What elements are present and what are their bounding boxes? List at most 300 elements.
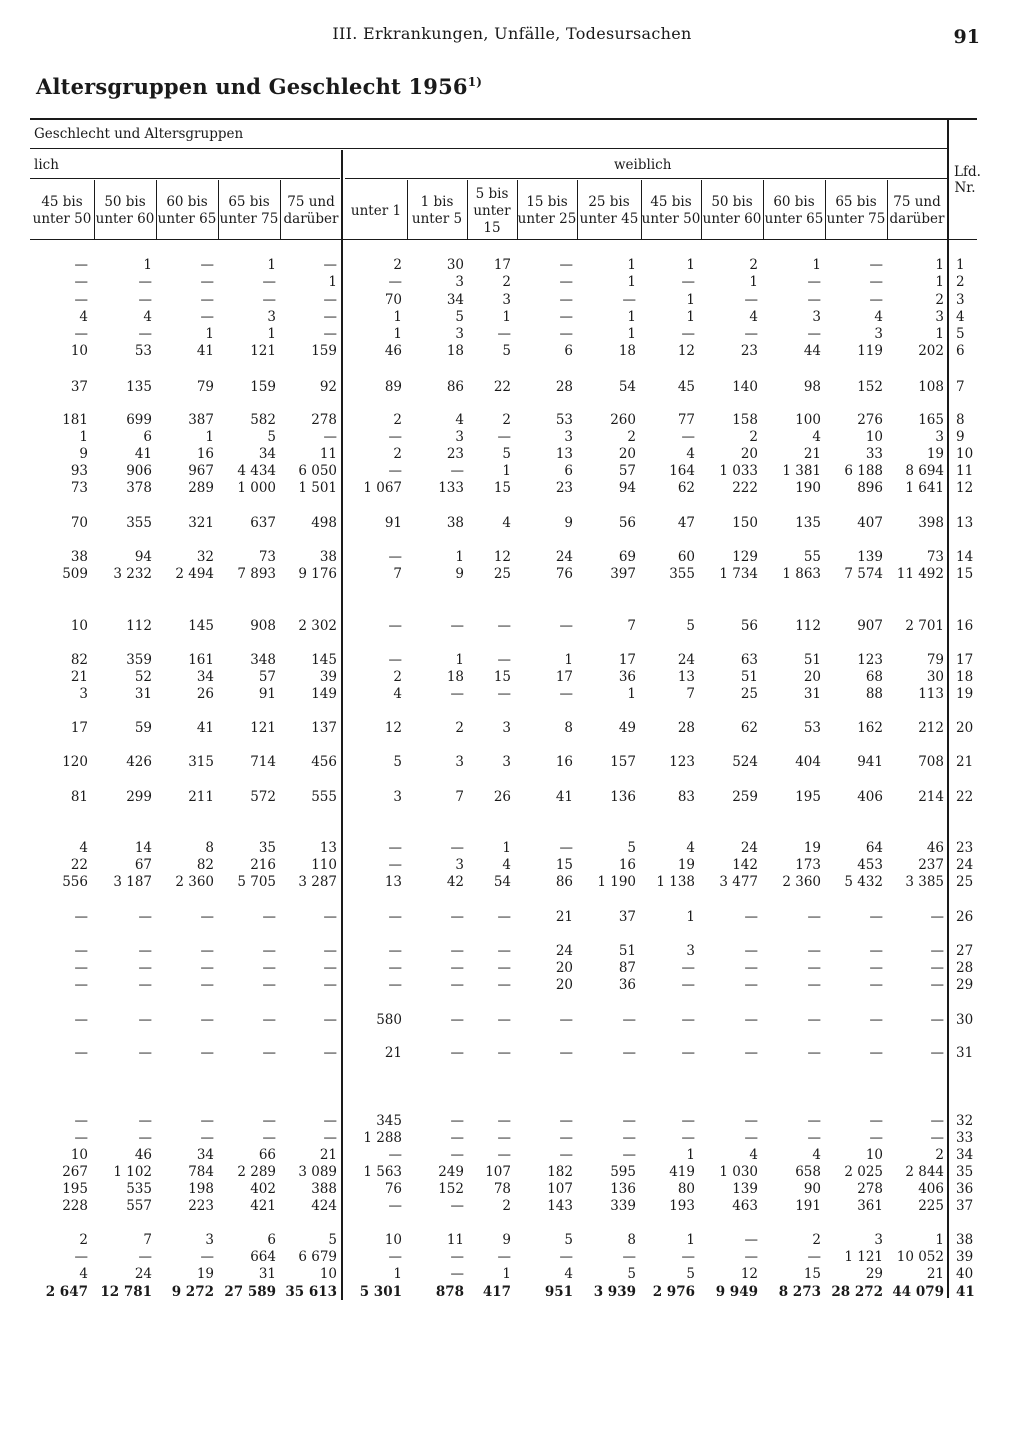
female-cell: — [450, 686, 464, 702]
column-divider [517, 180, 518, 239]
table-row [0, 566, 1024, 583]
female-cell: 162 [857, 720, 883, 736]
female-cell: — [681, 1113, 695, 1129]
female-cell: 5 [686, 618, 695, 634]
female-cell: — [497, 1113, 511, 1129]
female-column-header: 25 bis unter 45 [579, 194, 639, 227]
male-cell: 424 [311, 1198, 337, 1214]
female-cell: 165 [918, 412, 944, 428]
female-cell: — [450, 1249, 464, 1265]
row-number: 37 [956, 1198, 974, 1214]
female-cell: 47 [677, 515, 695, 531]
female-cell: 70 [384, 292, 402, 308]
female-cell: 1 [935, 274, 944, 290]
female-cell: 79 [926, 652, 944, 668]
row-number: 3 [956, 292, 965, 308]
female-column-header: 45 bis unter 50 [641, 194, 701, 227]
female-cell: 10 [865, 429, 883, 445]
male-cell: 582 [250, 412, 276, 428]
table-row [0, 874, 1024, 891]
female-cell: 182 [547, 1164, 573, 1180]
male-cell: 17 [70, 720, 88, 736]
female-cell: 24 [555, 549, 573, 565]
female-cell: 22 [493, 379, 511, 395]
male-cell: 79 [196, 379, 214, 395]
female-cell: — [497, 1147, 511, 1163]
female-cell: 28 272 [831, 1284, 883, 1300]
female-cell: — [930, 1012, 944, 1028]
female-cell: — [622, 292, 636, 308]
female-cell: — [559, 309, 573, 325]
female-cell: 4 [686, 446, 695, 462]
female-cell: — [681, 1249, 695, 1265]
female-cell: 191 [795, 1198, 821, 1214]
male-cell: 278 [311, 412, 337, 428]
female-cell: — [869, 977, 883, 993]
female-cell: — [930, 960, 944, 976]
female-cell: 1 [935, 1232, 944, 1248]
male-cell: 110 [311, 857, 337, 873]
female-cell: 73 [926, 549, 944, 565]
female-cell: 580 [376, 1012, 402, 1028]
female-cell: 46 [926, 840, 944, 856]
female-cell: 3 [393, 789, 402, 805]
male-cell: — [138, 1249, 152, 1265]
female-cell: — [807, 943, 821, 959]
male-cell: — [262, 1012, 276, 1028]
female-cell: 3 [455, 754, 464, 770]
female-cell: — [497, 1045, 511, 1061]
female-cell: 136 [610, 789, 636, 805]
male-cell: 664 [250, 1249, 276, 1265]
male-cell: — [200, 943, 214, 959]
male-cell: 135 [126, 379, 152, 395]
female-cell: 595 [610, 1164, 636, 1180]
female-cell: 83 [677, 789, 695, 805]
female-cell: — [807, 1130, 821, 1146]
female-cell: 1 121 [844, 1249, 883, 1265]
female-cell: — [450, 840, 464, 856]
female-cell: 49 [618, 720, 636, 736]
female-cell: 86 [446, 379, 464, 395]
table-row [0, 1164, 1024, 1181]
female-cell: — [388, 618, 402, 634]
male-cell: 137 [311, 720, 337, 736]
male-cell: 637 [250, 515, 276, 531]
female-cell: — [559, 274, 573, 290]
table-row [0, 1284, 1024, 1301]
female-cell: 143 [547, 1198, 573, 1214]
female-cell: 24 [677, 652, 695, 668]
female-cell: — [497, 326, 511, 342]
female-cell: 24 [555, 943, 573, 959]
female-cell: 21 [555, 909, 573, 925]
female-cell: — [559, 686, 573, 702]
female-cell: 91 [384, 515, 402, 531]
male-cell: 31 [134, 686, 152, 702]
row-number: 9 [956, 429, 965, 445]
female-cell: 524 [732, 754, 758, 770]
female-cell: 1 [627, 326, 636, 342]
female-cell: 2 844 [905, 1164, 944, 1180]
male-cell: — [138, 977, 152, 993]
female-cell: 1 [627, 257, 636, 273]
female-cell: 2 [455, 720, 464, 736]
male-cell: 1 [328, 274, 337, 290]
male-cell: 378 [126, 480, 152, 496]
row-number: 26 [956, 909, 974, 925]
male-cell: 31 [258, 1266, 276, 1282]
female-cell: — [744, 1232, 758, 1248]
female-cell: 4 [564, 1266, 573, 1282]
male-cell: 159 [311, 343, 337, 359]
row-number: 31 [956, 1045, 974, 1061]
female-cell: — [559, 257, 573, 273]
male-cell: 73 [70, 480, 88, 496]
female-cell: 135 [795, 515, 821, 531]
row-number: 17 [956, 652, 974, 668]
male-cell: — [262, 943, 276, 959]
female-cell: 46 [384, 343, 402, 359]
female-cell: 17 [555, 669, 573, 685]
female-cell: 113 [918, 686, 944, 702]
female-cell: 417 [482, 1284, 511, 1300]
female-cell: — [744, 1012, 758, 1028]
male-cell: 388 [311, 1181, 337, 1197]
female-cell: 1 138 [656, 874, 695, 890]
male-cell: 784 [188, 1164, 214, 1180]
female-cell: 3 [502, 754, 511, 770]
female-cell: — [930, 977, 944, 993]
female-cell: — [450, 1113, 464, 1129]
female-cell: 907 [857, 618, 883, 634]
male-cell: 289 [188, 480, 214, 496]
male-cell: 6 050 [298, 463, 337, 479]
male-cell: — [138, 1113, 152, 1129]
row-number: 38 [956, 1232, 974, 1248]
female-cell: 90 [803, 1181, 821, 1197]
male-cell: — [323, 1130, 337, 1146]
male-column-header: 75 und darüber [283, 194, 339, 227]
male-cell: 572 [250, 789, 276, 805]
female-cell: 1 [502, 1266, 511, 1282]
female-cell: — [622, 1045, 636, 1061]
male-cell: 16 [196, 446, 214, 462]
row-number: 19 [956, 686, 974, 702]
female-cell: 951 [544, 1284, 573, 1300]
table-row [0, 789, 1024, 806]
male-cell: — [74, 274, 88, 290]
female-cell: — [497, 1012, 511, 1028]
male-cell: 1 [143, 257, 152, 273]
table-row [0, 463, 1024, 480]
male-cell: 387 [188, 412, 214, 428]
female-cell: 11 [446, 1232, 464, 1248]
female-cell: — [869, 943, 883, 959]
female-cell: 1 [935, 326, 944, 342]
female-cell: — [744, 1045, 758, 1061]
male-cell: 41 [196, 720, 214, 736]
female-cell: 237 [918, 857, 944, 873]
table-row [0, 754, 1024, 771]
male-cell: — [200, 257, 214, 273]
female-cell: 23 [555, 480, 573, 496]
female-cell: 19 [803, 840, 821, 856]
column-divider [577, 180, 578, 239]
female-cell: — [807, 977, 821, 993]
row-number: 1 [956, 257, 965, 273]
male-cell: 9 176 [298, 566, 337, 582]
female-cell: — [744, 960, 758, 976]
male-cell: 59 [134, 720, 152, 736]
female-cell: 1 [749, 274, 758, 290]
female-cell: 5 301 [359, 1284, 402, 1300]
male-cell: 315 [188, 754, 214, 770]
row-number: 16 [956, 618, 974, 634]
male-cell: 1 501 [298, 480, 337, 496]
male-cell: 145 [188, 618, 214, 634]
female-cell: 1 [455, 652, 464, 668]
female-cell: 2 [393, 257, 402, 273]
female-cell: 7 [455, 789, 464, 805]
male-cell: 498 [311, 515, 337, 531]
female-cell: 259 [732, 789, 758, 805]
top-rule [30, 118, 977, 120]
female-cell: 20 [555, 977, 573, 993]
male-cell: 10 [70, 1147, 88, 1163]
female-cell: — [388, 549, 402, 565]
male-cell: — [323, 1113, 337, 1129]
table-row [0, 1181, 1024, 1198]
female-column-header: 1 bis unter 5 [411, 194, 463, 227]
male-cell: 24 [134, 1266, 152, 1282]
female-cell: — [807, 274, 821, 290]
female-cell: 260 [610, 412, 636, 428]
female-cell: — [559, 1045, 573, 1061]
table-title-footnote: 1) [467, 75, 483, 89]
female-cell: 1 734 [719, 566, 758, 582]
female-cell: 18 [618, 343, 636, 359]
male-cell: 426 [126, 754, 152, 770]
male-cell: 908 [250, 618, 276, 634]
table-row [0, 1147, 1024, 1164]
female-cell: — [559, 1130, 573, 1146]
female-cell: 5 [627, 840, 636, 856]
male-cell: 67 [134, 857, 152, 873]
page-number: 91 [953, 26, 980, 48]
column-divider [280, 180, 281, 239]
male-cell: — [262, 1045, 276, 1061]
male-column-header: 60 bis unter 65 [157, 194, 217, 227]
male-cell: 52 [134, 669, 152, 685]
female-cell: 63 [740, 652, 758, 668]
row-number: 6 [956, 343, 965, 359]
female-cell: 7 [393, 566, 402, 582]
male-column-header: 65 bis unter 75 [219, 194, 279, 227]
male-cell: 223 [188, 1198, 214, 1214]
male-cell: 216 [250, 857, 276, 873]
row-number: 35 [956, 1164, 974, 1180]
row-number: 7 [956, 379, 965, 395]
female-cell: — [450, 960, 464, 976]
female-cell: — [497, 943, 511, 959]
female-cell: — [450, 1266, 464, 1282]
male-cell: 9 [79, 446, 88, 462]
male-cell: — [323, 257, 337, 273]
male-cell: — [200, 1113, 214, 1129]
female-cell: 345 [376, 1113, 402, 1129]
female-cell: — [869, 960, 883, 976]
female-cell: 142 [732, 857, 758, 873]
female-cell: 2 360 [782, 874, 821, 890]
row-number: 4 [956, 309, 965, 325]
female-cell: 69 [618, 549, 636, 565]
female-cell: — [497, 960, 511, 976]
female-cell: 1 [686, 1147, 695, 1163]
header-bottom-rule [30, 239, 977, 240]
female-cell: 1 033 [719, 463, 758, 479]
female-cell: 1 [627, 686, 636, 702]
female-cell: — [388, 1147, 402, 1163]
female-cell: — [930, 909, 944, 925]
female-cell: 139 [857, 549, 883, 565]
female-cell: 23 [446, 446, 464, 462]
female-cell: 15 [555, 857, 573, 873]
female-cell: — [622, 1012, 636, 1028]
row-number: 18 [956, 669, 974, 685]
female-cell: — [807, 1113, 821, 1129]
male-cell: 4 [79, 840, 88, 856]
female-cell: 463 [732, 1198, 758, 1214]
female-cell: — [744, 326, 758, 342]
male-cell: 46 [134, 1147, 152, 1163]
female-column-header: 50 bis unter 60 [702, 194, 762, 227]
male-cell: 57 [258, 669, 276, 685]
female-cell: 3 [564, 429, 573, 445]
male-cell: 3 [205, 1232, 214, 1248]
male-cell: 402 [250, 1181, 276, 1197]
female-cell: — [450, 1045, 464, 1061]
female-cell: — [450, 463, 464, 479]
female-cell: 25 [740, 686, 758, 702]
female-cell: 34 [446, 292, 464, 308]
female-cell: 56 [618, 515, 636, 531]
male-cell: 3 [267, 309, 276, 325]
female-cell: — [869, 292, 883, 308]
male-cell: 556 [62, 874, 88, 890]
female-cell: 8 273 [778, 1284, 821, 1300]
female-cell: 139 [732, 1181, 758, 1197]
female-cell: 19 [926, 446, 944, 462]
female-cell: 1 [393, 326, 402, 342]
female-cell: — [744, 1249, 758, 1265]
row-number: 39 [956, 1249, 974, 1265]
female-cell: 129 [732, 549, 758, 565]
female-cell: 119 [857, 343, 883, 359]
female-cell: — [869, 909, 883, 925]
female-cell: — [930, 1113, 944, 1129]
female-cell: 7 [627, 618, 636, 634]
female-cell: 9 [502, 1232, 511, 1248]
female-cell: 5 [502, 446, 511, 462]
male-cell: 1 [205, 429, 214, 445]
female-cell: 195 [795, 789, 821, 805]
row-number: 36 [956, 1181, 974, 1197]
male-cell: 6 [143, 429, 152, 445]
male-cell: — [323, 960, 337, 976]
female-cell: 26 [493, 789, 511, 805]
group-header-rule [30, 148, 947, 149]
row-number: 5 [956, 326, 965, 342]
male-cell: 66 [258, 1147, 276, 1163]
female-cell: — [622, 1113, 636, 1129]
female-cell: — [388, 463, 402, 479]
male-cell: 41 [196, 343, 214, 359]
table-row [0, 412, 1024, 429]
male-cell: 26 [196, 686, 214, 702]
female-cell: — [450, 1147, 464, 1163]
male-cell: — [323, 309, 337, 325]
column-divider [94, 180, 95, 239]
table-row [0, 909, 1024, 926]
male-cell: — [200, 909, 214, 925]
female-cell: — [930, 1045, 944, 1061]
table-row [0, 857, 1024, 874]
male-cell: 92 [319, 379, 337, 395]
male-cell: 2 289 [237, 1164, 276, 1180]
female-label: weiblich [614, 157, 672, 173]
table-row [0, 1249, 1024, 1266]
column-divider [156, 180, 157, 239]
female-cell: 164 [669, 463, 695, 479]
male-cell: 2 302 [298, 618, 337, 634]
male-cell: 41 [134, 446, 152, 462]
female-cell: 21 [803, 446, 821, 462]
male-cell: — [74, 1249, 88, 1265]
female-cell: 7 574 [844, 566, 883, 582]
male-cell: 1 000 [237, 480, 276, 496]
row-number: 13 [956, 515, 974, 531]
female-cell: 10 052 [896, 1249, 944, 1265]
female-cell: 20 [740, 446, 758, 462]
female-cell: 152 [438, 1181, 464, 1197]
female-cell: 11 492 [896, 566, 944, 582]
female-cell: 4 [455, 412, 464, 428]
table-title-text: Altersgruppen und Geschlecht 1956 [36, 74, 468, 99]
female-cell: — [559, 1113, 573, 1129]
running-title: III. Erkrankungen, Unfälle, Todesursachen [332, 24, 692, 43]
male-cell: 12 781 [100, 1284, 152, 1300]
row-number: 25 [956, 874, 974, 890]
male-cell: 421 [250, 1198, 276, 1214]
female-cell: 21 [384, 1045, 402, 1061]
female-cell: 20 [618, 446, 636, 462]
female-cell: — [681, 1012, 695, 1028]
male-cell: 19 [196, 1266, 214, 1282]
female-cell: 6 [564, 343, 573, 359]
female-cell: — [744, 1113, 758, 1129]
female-cell: — [559, 1012, 573, 1028]
row-number: 14 [956, 549, 974, 565]
column-divider [763, 180, 764, 239]
female-cell: 2 [935, 1147, 944, 1163]
male-cell: — [262, 909, 276, 925]
female-cell: — [869, 1130, 883, 1146]
female-cell: 225 [918, 1198, 944, 1214]
female-cell: 9 [564, 515, 573, 531]
female-cell: — [450, 1012, 464, 1028]
male-cell: 321 [188, 515, 214, 531]
